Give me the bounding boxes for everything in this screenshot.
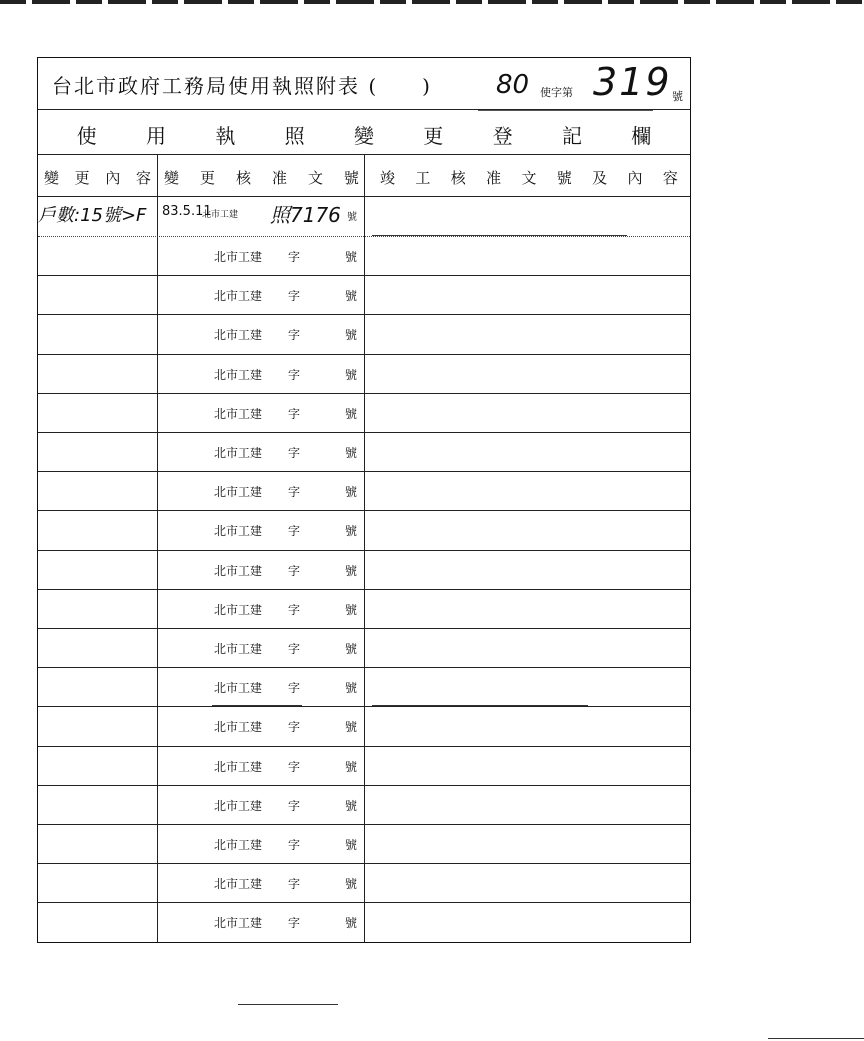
scan-top-border — [0, 0, 864, 4]
row-approval-zi: 字 — [288, 524, 301, 539]
row-divider — [38, 785, 690, 786]
row-approval-prefix: 北市工建 — [214, 916, 263, 931]
section-title-char: 變 — [353, 123, 374, 148]
scan-mark — [768, 1038, 864, 1039]
section-title-char: 更 — [423, 123, 444, 148]
handwritten-approval-date: 83.5.11 — [162, 204, 212, 219]
row-approval-zi: 字 — [288, 759, 301, 774]
row-approval-hao: 號 — [345, 602, 358, 617]
row-approval-zi: 字 — [288, 642, 301, 656]
row-divider — [38, 550, 690, 551]
row-approval-hao: 號 — [345, 759, 358, 774]
form-title: 台北市政府工務局使用執照附表 ( ) — [52, 74, 432, 98]
row-divider — [38, 667, 690, 668]
scan-mark — [238, 1004, 338, 1005]
license-appendix-form — [37, 57, 691, 943]
row-divider — [38, 314, 690, 315]
handwritten-year: 80 — [496, 70, 530, 100]
row-approval-hao: 號 — [345, 916, 358, 931]
row-approval-hao: 號 — [345, 406, 358, 421]
row-approval-zi: 字 — [288, 289, 301, 304]
row-approval-hao: 號 — [345, 563, 358, 578]
row-approval-hao: 號 — [345, 681, 358, 696]
row-approval-hao: 號 — [345, 250, 358, 264]
approval-prefix: 北市工建 — [202, 210, 239, 220]
row-approval-hao: 號 — [345, 877, 358, 892]
row-approval-zi: 字 — [288, 367, 301, 382]
row-divider — [38, 902, 690, 903]
row-approval-hao: 號 — [345, 289, 358, 304]
row-approval-prefix: 北市工建 — [214, 406, 263, 421]
row-approval-hao: 號 — [345, 367, 358, 382]
license-word-label: 使字第 — [540, 86, 573, 99]
row-approval-prefix: 北市工建 — [214, 798, 263, 813]
row-approval-prefix: 北市工建 — [214, 877, 263, 892]
row-approval-zi: 字 — [288, 681, 301, 696]
row-approval-prefix: 北市工建 — [214, 720, 263, 735]
row-approval-hao: 號 — [345, 485, 358, 500]
section-title-char: 記 — [561, 123, 582, 148]
row-approval-prefix: 北市工建 — [214, 485, 263, 500]
handwritten-license-number: 319 — [593, 60, 672, 104]
row-approval-zi: 字 — [288, 602, 301, 617]
row-approval-zi: 字 — [288, 328, 301, 343]
approval-hao: 號 — [347, 212, 357, 223]
row-approval-prefix: 北市工建 — [214, 367, 263, 382]
row-divider — [38, 628, 690, 629]
title-divider — [38, 109, 690, 110]
row-divider — [38, 471, 690, 472]
handwritten-approval-number: 照7176 — [270, 203, 341, 227]
row-approval-hao: 號 — [345, 838, 358, 852]
row-approval-prefix: 北市工建 — [214, 602, 263, 617]
row-approval-prefix: 北市工建 — [214, 838, 263, 852]
row-approval-hao: 號 — [345, 642, 358, 656]
title-underline — [478, 110, 653, 111]
handwritten-underline — [372, 235, 627, 236]
section-title-char: 執 — [215, 123, 236, 148]
row-divider — [38, 863, 690, 864]
row-approval-prefix: 北市工建 — [214, 524, 263, 539]
section-title-char: 照 — [284, 123, 305, 148]
section-title-char: 使 — [76, 123, 97, 148]
row-approval-prefix: 北市工建 — [214, 328, 263, 343]
row-approval-prefix: 北市工建 — [214, 250, 263, 264]
row-approval-prefix: 北市工建 — [214, 681, 263, 696]
row-approval-hao: 號 — [345, 328, 358, 343]
row-approval-zi: 字 — [288, 720, 301, 735]
row-divider — [38, 706, 690, 707]
row-approval-prefix: 北市工建 — [214, 642, 263, 656]
row-approval-zi: 字 — [288, 446, 301, 460]
column-header-change-content: 變 更 內 容 — [44, 168, 151, 187]
row-approval-prefix: 北市工建 — [214, 289, 263, 304]
row-divider — [38, 275, 690, 276]
column-header-completion-approval: 竣 工 核 准 文 號 及 內 容 — [380, 168, 678, 187]
row-divider — [38, 393, 690, 394]
row-divider — [38, 354, 690, 355]
row-divider — [38, 746, 690, 747]
row-approval-hao: 號 — [345, 798, 358, 813]
section-title — [38, 116, 690, 152]
row-approval-zi: 字 — [288, 916, 301, 931]
row-divider — [38, 236, 690, 237]
row-approval-hao: 號 — [345, 720, 358, 735]
column-header-change-approval: 變 更 核 准 文 號 — [164, 168, 359, 187]
handwritten-change-content: 戶數:15號>F — [38, 205, 147, 226]
row-divider — [38, 589, 690, 590]
row-approval-zi: 字 — [288, 406, 301, 421]
row-approval-zi: 字 — [288, 877, 301, 892]
row-approval-prefix: 北市工建 — [214, 563, 263, 578]
row-approval-hao: 號 — [345, 524, 358, 539]
section-title-char: 登 — [492, 123, 513, 148]
row-approval-zi: 字 — [288, 485, 301, 500]
row-approval-prefix: 北市工建 — [214, 446, 263, 460]
row-divider — [38, 824, 690, 825]
row-approval-zi: 字 — [288, 250, 301, 264]
section-title-char: 用 — [145, 123, 166, 148]
row-approval-zi: 字 — [288, 563, 301, 578]
row-divider — [38, 510, 690, 511]
row-approval-zi: 字 — [288, 798, 301, 813]
section-title-char: 欄 — [631, 123, 652, 148]
license-hao-label: 號 — [672, 90, 683, 103]
row-approval-zi: 字 — [288, 838, 301, 852]
row-approval-hao: 號 — [345, 446, 358, 460]
row-divider — [38, 432, 690, 433]
row-approval-prefix: 北市工建 — [214, 759, 263, 774]
